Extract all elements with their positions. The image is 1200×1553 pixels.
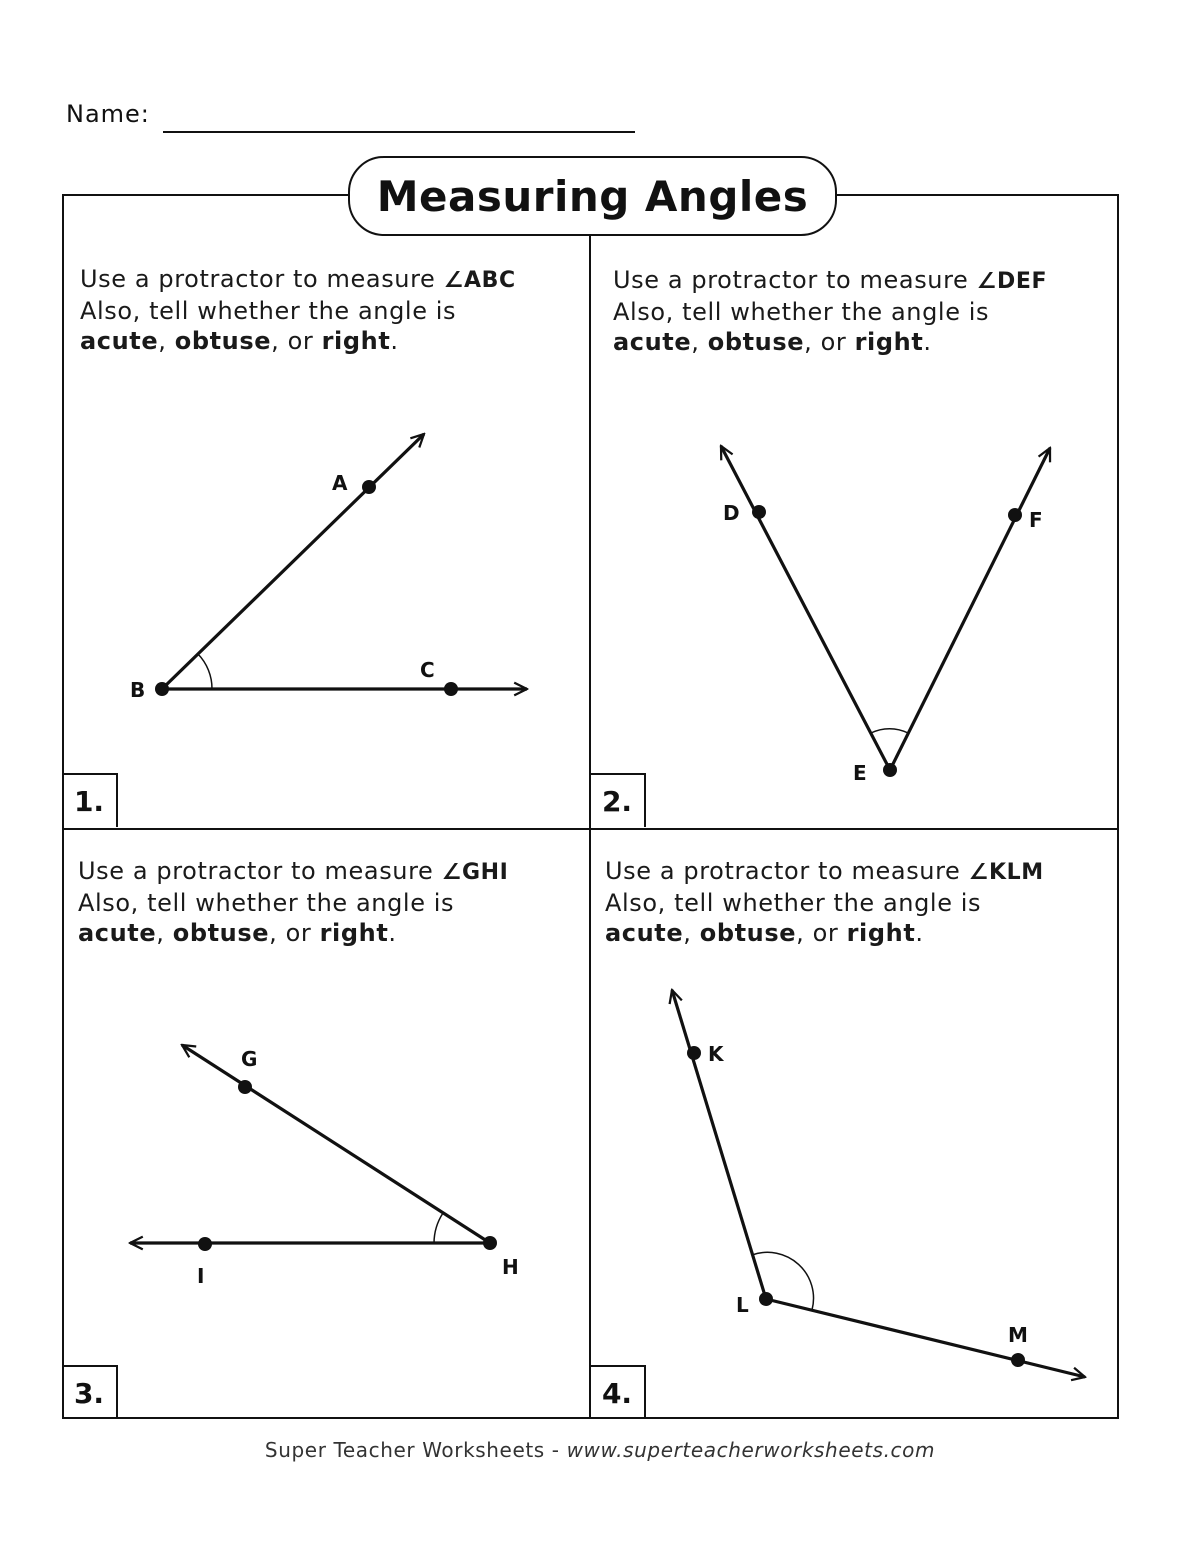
angle-ghi-diagram bbox=[130, 1045, 519, 1288]
comma: , bbox=[269, 919, 278, 947]
label-l: L bbox=[736, 1293, 749, 1317]
angle-klm-diagram bbox=[672, 990, 1085, 1377]
comma: , bbox=[796, 919, 805, 947]
label-k: K bbox=[708, 1042, 724, 1066]
point-c bbox=[444, 682, 458, 696]
period: . bbox=[915, 919, 924, 947]
point-b bbox=[155, 682, 169, 696]
angle-name: KLM bbox=[989, 860, 1044, 885]
page-title: Measuring Angles bbox=[348, 156, 837, 236]
word-or: or bbox=[812, 919, 839, 947]
word-right: right bbox=[319, 919, 389, 947]
instr-prefix: Use a protractor to measure bbox=[78, 857, 434, 885]
angle-abc-diagram bbox=[130, 434, 527, 702]
label-h: H bbox=[502, 1255, 519, 1279]
comma: , bbox=[683, 919, 692, 947]
word-acute: acute bbox=[605, 919, 684, 947]
problem-number-4: 4. bbox=[590, 1365, 646, 1419]
problem-number-1: 1. bbox=[62, 773, 118, 827]
footer-brand: Super Teacher Worksheets - bbox=[264, 1438, 567, 1462]
ray-hg bbox=[182, 1045, 490, 1243]
label-i: I bbox=[197, 1264, 205, 1288]
point-f bbox=[1008, 508, 1022, 522]
ray-ef bbox=[890, 448, 1050, 770]
word-right: right bbox=[846, 919, 916, 947]
ray-ed bbox=[721, 446, 890, 770]
word-acute: acute bbox=[78, 919, 157, 947]
word-right: right bbox=[321, 327, 391, 355]
instr-prefix: Use a protractor to measure bbox=[80, 265, 436, 293]
point-i bbox=[198, 1237, 212, 1251]
word-obtuse: obtuse bbox=[707, 328, 805, 356]
instr-line2: Also, tell whether the angle is bbox=[613, 298, 990, 326]
instr-prefix: Use a protractor to measure bbox=[605, 857, 961, 885]
point-l bbox=[759, 1292, 773, 1306]
word-or: or bbox=[820, 328, 847, 356]
name-label: Name: bbox=[66, 100, 150, 128]
problem-number-2: 2. bbox=[590, 773, 646, 827]
point-g bbox=[238, 1080, 252, 1094]
comma: , bbox=[804, 328, 813, 356]
footer bbox=[0, 1438, 1200, 1462]
footer-url[interactable]: www.superteacherworksheets.com bbox=[566, 1438, 936, 1462]
word-acute: acute bbox=[613, 328, 692, 356]
angle-name: ABC bbox=[464, 268, 516, 293]
comma: , bbox=[271, 327, 280, 355]
word-obtuse: obtuse bbox=[699, 919, 797, 947]
instr-line2: Also, tell whether the angle is bbox=[78, 889, 455, 917]
point-h bbox=[483, 1236, 497, 1250]
word-acute: acute bbox=[80, 327, 159, 355]
ray-lm bbox=[766, 1299, 1085, 1377]
instr-prefix: Use a protractor to measure bbox=[613, 266, 969, 294]
instr-line2: Also, tell whether the angle is bbox=[605, 889, 982, 917]
ray-lk bbox=[672, 990, 766, 1299]
problem-number-3: 3. bbox=[62, 1365, 118, 1419]
word-or: or bbox=[285, 919, 312, 947]
angle-symbol: ∠ bbox=[968, 860, 989, 885]
label-f: F bbox=[1029, 508, 1043, 532]
angle-symbol: ∠ bbox=[443, 268, 464, 293]
angle-arc bbox=[871, 729, 908, 733]
angle-symbol: ∠ bbox=[441, 860, 462, 885]
angle-name: DEF bbox=[997, 269, 1048, 294]
angle-def-diagram bbox=[721, 446, 1050, 785]
comma: , bbox=[691, 328, 700, 356]
comma: , bbox=[158, 327, 167, 355]
word-obtuse: obtuse bbox=[172, 919, 270, 947]
label-e: E bbox=[853, 761, 867, 785]
point-k bbox=[687, 1046, 701, 1060]
period: . bbox=[390, 327, 399, 355]
angle-arc bbox=[198, 654, 212, 689]
label-d: D bbox=[723, 501, 740, 525]
angle-name: GHI bbox=[462, 860, 509, 885]
period: . bbox=[923, 328, 932, 356]
label-m: M bbox=[1008, 1323, 1028, 1347]
label-a: A bbox=[332, 471, 348, 495]
word-right: right bbox=[854, 328, 924, 356]
point-e bbox=[883, 763, 897, 777]
label-g: G bbox=[241, 1047, 258, 1071]
angle-arc bbox=[434, 1213, 443, 1243]
ray-ba bbox=[162, 434, 424, 689]
point-m bbox=[1011, 1353, 1025, 1367]
word-or: or bbox=[287, 327, 314, 355]
label-b: B bbox=[130, 678, 146, 702]
label-c: C bbox=[420, 658, 435, 682]
period: . bbox=[388, 919, 397, 947]
comma: , bbox=[156, 919, 165, 947]
point-d bbox=[752, 505, 766, 519]
angle-symbol: ∠ bbox=[976, 269, 997, 294]
point-a bbox=[362, 480, 376, 494]
instr-line2: Also, tell whether the angle is bbox=[80, 297, 457, 325]
word-obtuse: obtuse bbox=[174, 327, 272, 355]
